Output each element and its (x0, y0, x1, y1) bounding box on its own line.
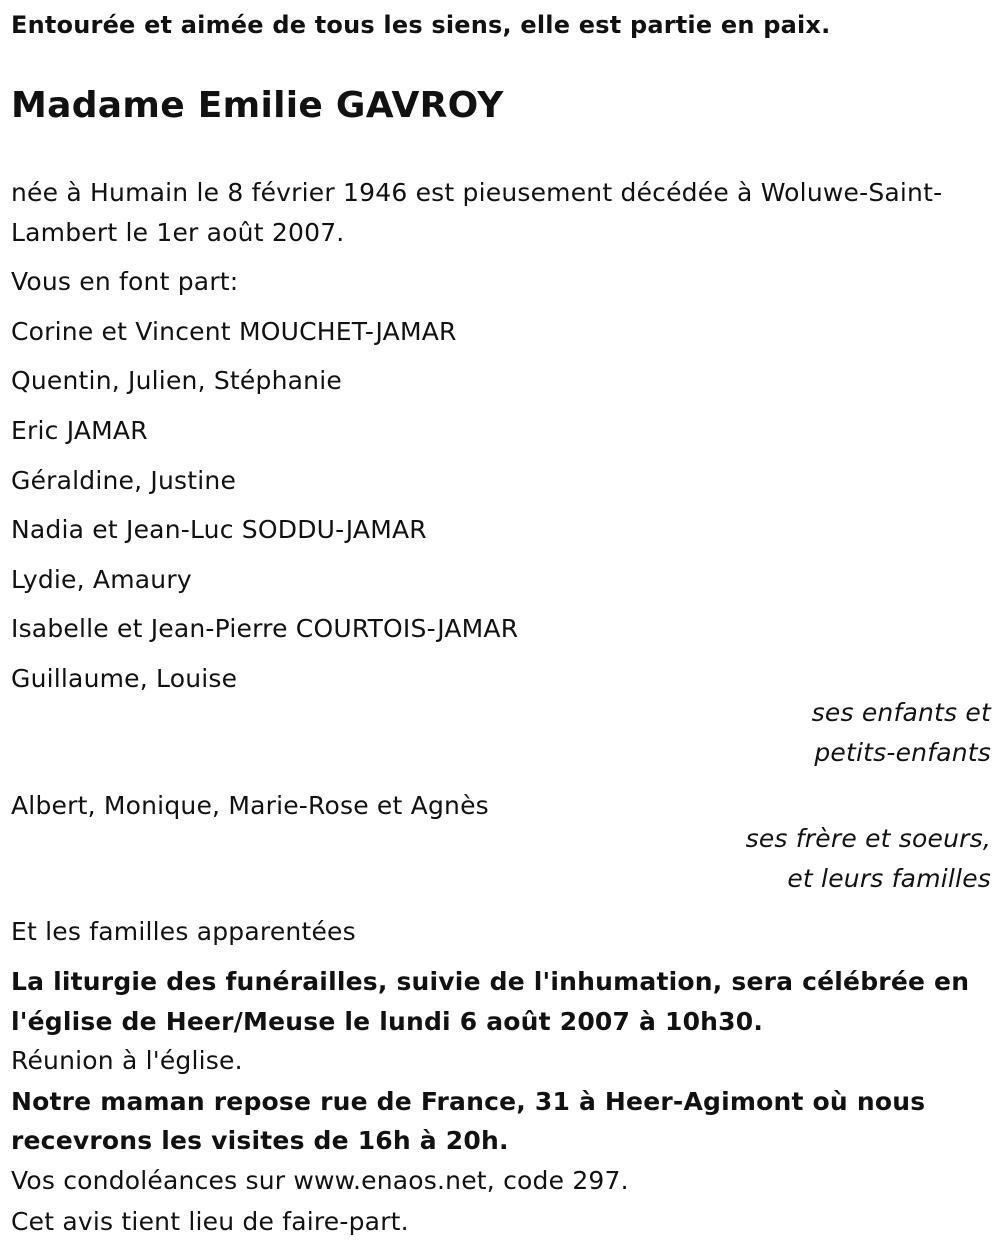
visits-line-2: recevrons les visites de 16h à 20h. (11, 1126, 509, 1155)
deceased-name: Madame Emilie GAVROY (11, 85, 504, 126)
announce-line: Vous en font part: (11, 267, 239, 296)
family-line: Nadia et Jean-Luc SODDU-JAMAR (11, 515, 427, 544)
related-families-line: Et les familles apparentées (11, 917, 356, 946)
funeral-line-2: l'église de Heer/Meuse le lundi 6 août 2007 à 10h30. (11, 1007, 764, 1036)
family-line: Isabelle et Jean-Pierre COURTOIS-JAMAR (11, 614, 519, 643)
family-line: Géraldine, Justine (11, 466, 237, 495)
children-caption-line-2: petits-enfants (814, 738, 991, 767)
siblings-line: Albert, Monique, Marie-Rose et Agnès (11, 791, 489, 820)
intro-line: Entourée et aimée de tous les siens, elle est partie en paix. (11, 11, 831, 39)
family-line: Eric JAMAR (11, 416, 148, 445)
birth-line-1: née à Humain le 8 février 1946 est pieusement décédée à Woluwe-Saint- (11, 178, 943, 207)
meeting-line: Réunion à l'église. (11, 1046, 243, 1075)
family-line: Lydie, Amaury (11, 565, 192, 594)
family-line: Guillaume, Louise (11, 664, 238, 693)
funeral-line-1: La liturgie des funérailles, suivie de l'inhumation, sera célébrée en (11, 967, 970, 996)
family-line: Quentin, Julien, Stéphanie (11, 366, 342, 395)
visits-line-1: Notre maman repose rue de France, 31 à Heer-Agimont où nous (11, 1087, 926, 1116)
children-caption-line-1: ses enfants et (811, 698, 991, 727)
siblings-caption-line-2: et leurs familles (787, 864, 991, 893)
family-line: Corine et Vincent MOUCHET-JAMAR (11, 317, 457, 346)
siblings-caption-line-1: ses frère et soeurs, (745, 824, 991, 853)
condolences-line: Vos condoléances sur www.enaos.net, code 297. (11, 1166, 629, 1195)
notice-line: Cet avis tient lieu de faire-part. (11, 1207, 409, 1236)
birth-line-2: Lambert le 1er août 2007. (11, 218, 345, 247)
